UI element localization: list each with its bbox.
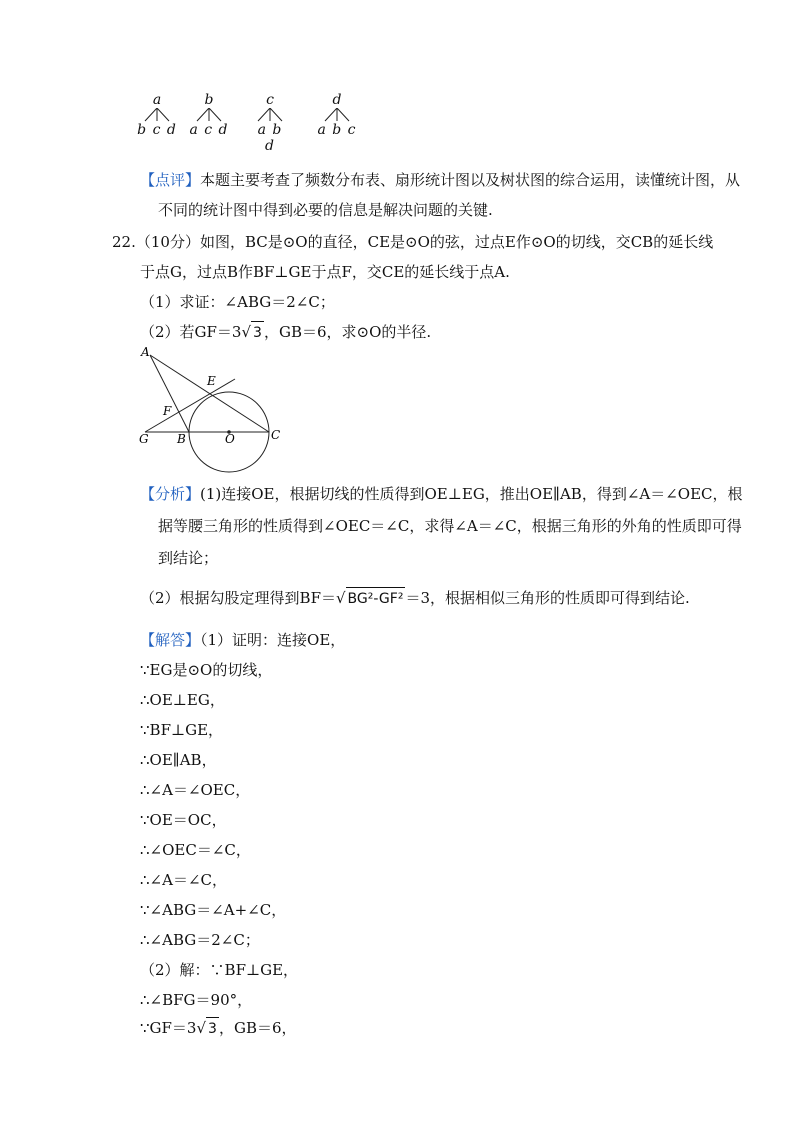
line-ac [150,355,269,432]
problem-text-2: 于点G，过点B作BF⊥GE于点F，交CE的延长线于点A. [140,263,510,281]
solution-step: ∴∠A＝∠OEC， [140,781,251,799]
solution-step: ∵OE＝OC， [140,811,227,829]
problem-text-1: （10分）如图，BC是⊙O的直径，CE是⊙O的弦，过点E作⊙O的切线，交CB的延长线 [135,233,714,251]
review-tag: 【点评】 [140,171,201,189]
tree-branches [137,108,177,122]
tree-root: a [152,92,162,108]
solution-step: ∵∠ABG＝∠A+∠C， [140,901,287,919]
analysis-tag: 【分析】 [140,485,201,503]
tree-branches [189,108,229,122]
solution-step: ∴∠ABG＝2∠C； [140,931,260,949]
question-2-suffix: ，GB＝6，求⊙O的半径. [263,323,432,341]
analysis-text-2: 据等腰三角形的性质得到∠OEC＝∠C，求得∠A＝∠C，根据三角形的外角的性质即可得 [158,517,742,535]
solution-step: ∴∠BFG＝90°， [140,991,253,1009]
review-text-1: 本题主要考查了频数分布表、扇形统计图以及树状图的综合运用，读懂统计图，从 [200,171,741,189]
tree-branches [250,108,290,122]
sqrt-radicand: 3 [251,321,264,344]
analysis-text-3: 到结论； [158,549,219,567]
problem-line-1 [112,231,713,253]
solution-head-text: （1）证明：连接OE， [200,631,346,649]
line-ab [150,355,189,432]
solution-step: ∵EG是⊙O的切线， [140,661,273,679]
tree-children: a b d [257,122,283,154]
geometry-figure [135,343,295,473]
label-e: E [207,374,216,388]
analysis-text-4-suffix: ＝3，根据相似三角形的性质即可得到结论. [405,589,690,607]
tree-diagram-b [189,92,249,144]
analysis-line-1 [140,483,743,505]
tree-diagram-a [137,92,197,144]
label-c: C [271,428,281,442]
label-b: B [177,432,186,446]
solution-step: ∴OE∥AB， [140,751,217,769]
question-2-prefix: （2）若GF＝3 [140,323,242,341]
solution-step: （2）解：∵BF⊥GE， [140,961,299,979]
label-a: A [141,345,150,359]
solution-step: ∴∠A＝∠C， [140,871,227,889]
sqrt-symbol: √ BG²-GF² [336,587,405,610]
review-text-2: 不同的统计图中得到必要的信息是解决问题的关键. [158,201,493,219]
sqrt-radicand: BG²-GF² [346,587,406,610]
review-line-1 [140,169,740,191]
tree-root: d [332,92,342,108]
sqrt-symbol: √ 3 [241,321,263,344]
analysis-text-4-prefix: （2）根据勾股定理得到BF＝ [140,589,336,607]
solution-head [140,629,345,651]
tree-root: b [204,92,214,108]
label-o: O [225,432,235,446]
tree-root: c [266,92,274,108]
label-f: F [163,404,172,418]
solution-last-prefix: ∵GF＝3 [140,1019,197,1037]
tree-children: a b c [317,122,357,138]
solution-step: ∴OE⊥EG， [140,691,225,709]
question-2 [140,321,431,344]
tree-branches [317,108,357,122]
sqrt-radicand: 3 [206,1017,219,1040]
tree-children: b c d [137,122,177,138]
analysis-text-1: (1)连接OE，根据切线的性质得到OE⊥EG，推出OE∥AB，得到∠A＝∠OEC，根 [200,485,743,503]
tree-diagram-c [250,92,310,154]
question-1: （1）求证：∠ABG＝2∠C； [140,293,335,311]
solution-step: ∵BF⊥GE， [140,721,224,739]
label-g: G [139,432,149,446]
problem-number: 22. [112,233,136,251]
solution-step-last [140,1017,297,1040]
sqrt-symbol: √ 3 [196,1017,218,1040]
solution-last-suffix: ，GB＝6， [218,1019,297,1037]
analysis-line-4 [140,587,690,610]
tree-diagram-d [317,92,377,144]
solution-tag: 【解答】 [140,631,201,649]
tree-children: a c d [189,122,229,138]
solution-step: ∴∠OEC＝∠C， [140,841,251,859]
